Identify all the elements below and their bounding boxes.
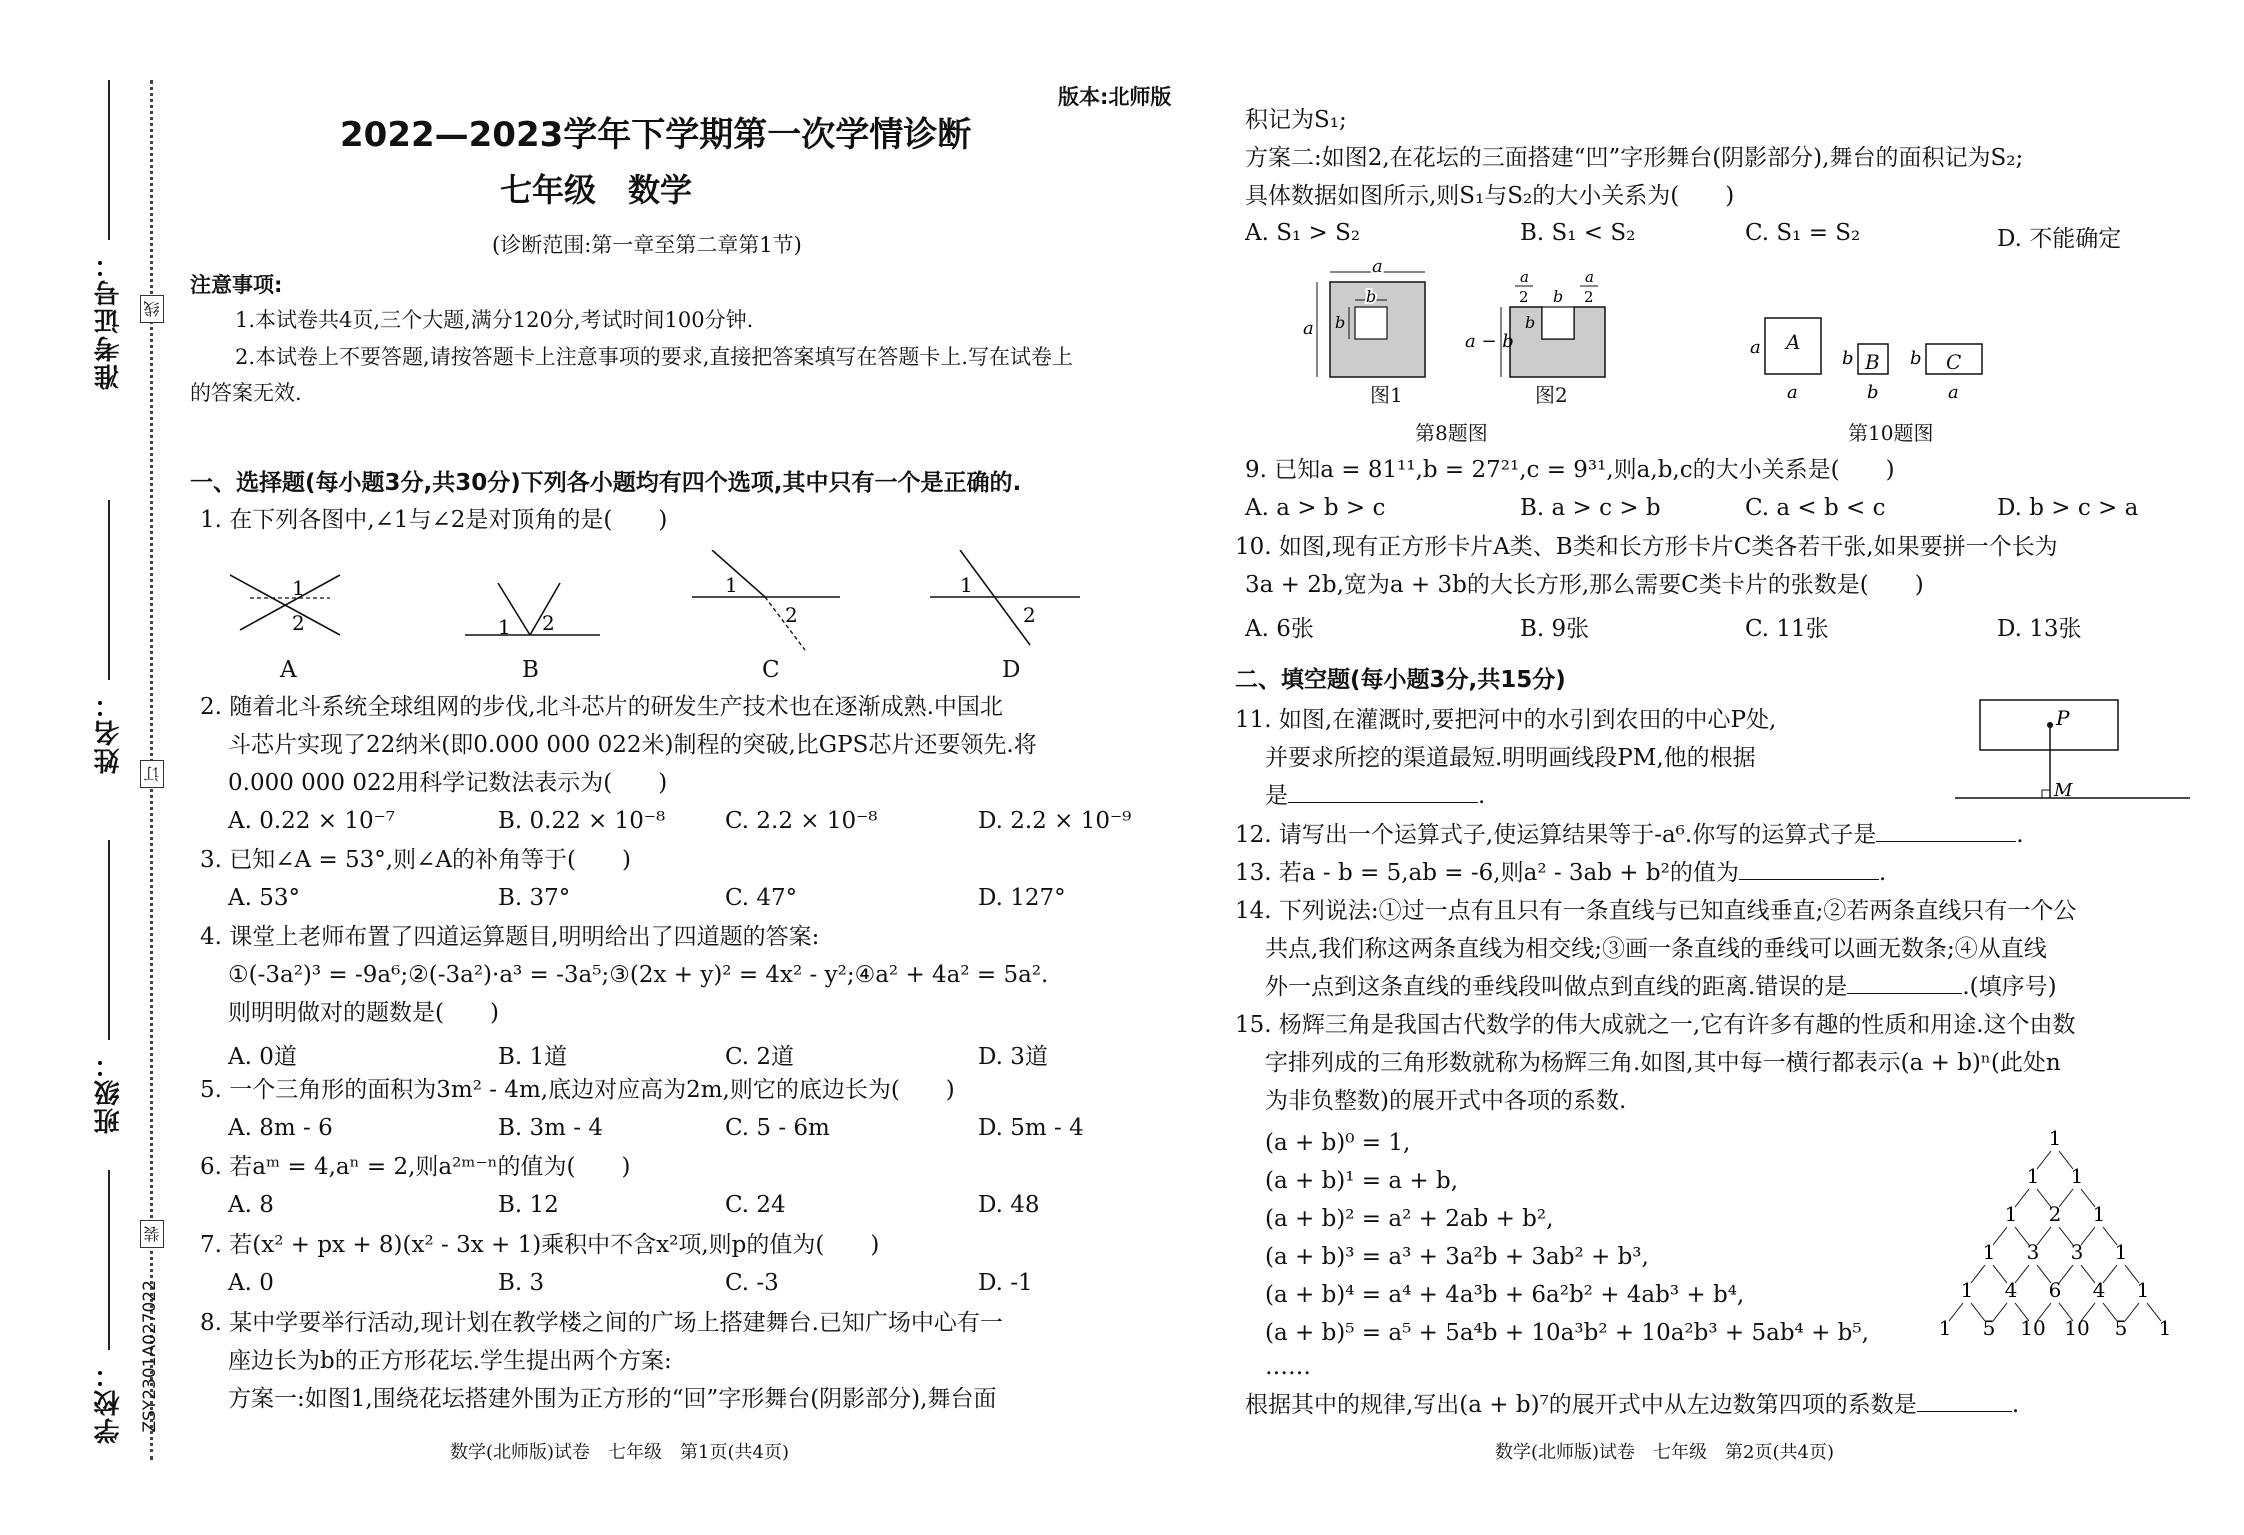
triangle-number: 1 — [1982, 1240, 1996, 1264]
svg-text:b: b — [1366, 287, 1377, 306]
q1-label-a: A — [280, 657, 297, 683]
expansion-0: (a + b)⁰ = 1, — [1265, 1130, 1411, 1156]
question-15-line-2: 字排列成的三角形数就称为杨辉三角.如图,其中每一横行都表示(a + b)ⁿ(此处n — [1265, 1050, 2061, 1076]
exam-title: 2022—2023学年下学期第一次学情诊断 — [340, 115, 972, 155]
fig10-caption: 第10题图 — [1848, 421, 1934, 445]
question-7: 7. 若(x² + px + 8)(x² - 3x + 1)乘积中不含x²项,则p的值为( ) — [200, 1232, 880, 1258]
question-9: 9. 已知a = 81¹¹,b = 27²¹,c = 9³¹,则a,b,c的大小关系是( ) — [1245, 457, 1895, 483]
label-class: 班级： — [94, 1050, 124, 1134]
section-2-heading: 二、填空题(每小题3分,共15分) — [1235, 667, 1566, 693]
question-3: 3. 已知∠A = 53°,则∠A的补角等于( ) — [200, 847, 631, 873]
note-2: 2.本试卷上不要答题,请按答题卡上注意事项的要求,直接把答案填写在答题卡上.写在试卷上 — [235, 345, 1074, 369]
q10-option-b[interactable]: B. 9张 — [1520, 616, 1590, 642]
figure-b — [465, 583, 600, 639]
question-4-line-2: ①(-3a²)³ = -9a⁶;②(-3a²)·a³ = -3a⁵;③(2x + y)² = 4x² - y²;④a² + 4a² = 5a². — [228, 962, 1049, 988]
q14-suffix: (填序号) — [1969, 974, 2057, 1000]
expansion-2: (a + b)² = a² + 2ab + b², — [1265, 1206, 1554, 1232]
fig8-figures — [1275, 262, 1675, 412]
triangle-number: 1 — [2048, 1126, 2062, 1150]
question-8-line-2: 座边长为b的正方形花坛.学生提出两个方案: — [228, 1348, 672, 1374]
svg-text:a: a — [1948, 382, 1959, 403]
q3-option-c[interactable]: C. 47° — [725, 885, 798, 911]
q8-option-a[interactable]: A. S₁ > S₂ — [1245, 220, 1361, 246]
triangle-number: 1 — [2070, 1164, 2084, 1188]
question-1: 1. 在下列各图中,∠1与∠2是对顶角的是( ) — [200, 507, 668, 533]
label-name: 姓名： — [94, 690, 124, 774]
triangle-number: 1 — [2092, 1202, 2106, 1226]
notes-title: 注意事项: — [190, 273, 283, 297]
mark-line: 线 — [140, 295, 164, 323]
triangle-number: 1 — [1960, 1278, 1974, 1302]
fig8-label-1: 图1 — [1370, 383, 1403, 407]
svg-text:b: b — [1553, 287, 1564, 306]
question-14-line-1: 14. 下列说法:①过一点有且只有一条直线与已知直线垂直;②若两条直线只有一个公 — [1235, 898, 2077, 924]
triangle-number: 1 — [2004, 1202, 2018, 1226]
fig8-figure-2 — [1465, 268, 1605, 377]
q11-answer-blank[interactable] — [1288, 802, 1478, 803]
triangle-number: 4 — [2004, 1278, 2018, 1302]
card-c-label: C — [1946, 350, 1962, 374]
q5-option-c[interactable]: C. 5 - 6m — [725, 1115, 830, 1141]
q4-option-b[interactable]: B. 1道 — [498, 1044, 568, 1070]
q15-answer-blank[interactable] — [1917, 1411, 2012, 1412]
q9-option-b[interactable]: B. a > c > b — [1520, 495, 1661, 521]
card-b-label: B — [1865, 350, 1880, 374]
field-line-school — [108, 1170, 110, 1350]
fig-d-angle-2: 2 — [1023, 603, 1036, 627]
svg-text:2: 2 — [1519, 288, 1529, 306]
question-10-line-2: 3a + 2b,宽为a + 3b的大长方形,那么需要C类卡片的张数是( ) — [1245, 572, 1924, 598]
svg-text:a: a — [1585, 268, 1594, 286]
question-14-line-2: 共点,我们称这两条直线为相交线;③画一条直线的垂线可以画无数条;④从直线 — [1265, 936, 2047, 962]
q7-option-d[interactable]: D. -1 — [978, 1270, 1033, 1296]
field-line-name — [108, 500, 110, 680]
triangle-number: 1 — [2158, 1316, 2172, 1340]
q2-option-b[interactable]: B. 0.22 × 10⁻⁸ — [498, 808, 666, 834]
q4-option-a[interactable]: A. 0道 — [228, 1044, 297, 1070]
svg-text:M: M — [2054, 780, 2073, 801]
question-10-line-1: 10. 如图,现有正方形卡片A类、B类和长方形卡片C类各若干张,如果要拼一个长为 — [1235, 534, 2058, 560]
q1-label-c: C — [762, 657, 780, 683]
svg-text:a: a — [1520, 268, 1529, 286]
fig8-caption: 第8题图 — [1415, 421, 1488, 445]
svg-text:2: 2 — [1584, 288, 1594, 306]
question-11-line-3: 是 . — [1265, 783, 1486, 809]
triangle-number: 6 — [2048, 1278, 2062, 1302]
fig-c-angle-2: 2 — [785, 603, 798, 627]
question-15-final: 根据其中的规律,写出(a + b)⁷的展开式中从左边数第四项的系数是 . — [1245, 1392, 2020, 1418]
expansion-ellipsis: …… — [1265, 1354, 1311, 1380]
version-label: 版本:北师版 — [1058, 85, 1172, 109]
q8-option-b[interactable]: B. S₁ < S₂ — [1520, 220, 1636, 246]
fig10-cards — [1745, 310, 2085, 410]
exam-scope: (诊断范围:第一章至第二章第1节) — [492, 233, 802, 257]
svg-text:b: b — [1910, 348, 1922, 369]
q14-answer-blank[interactable] — [1847, 993, 1962, 994]
q4-option-d[interactable]: D. 3道 — [978, 1044, 1048, 1070]
triangle-number: 1 — [2136, 1278, 2150, 1302]
q10-option-d[interactable]: D. 13张 — [1997, 616, 2082, 642]
q8-cont-line-2: 方案二:如图2,在花坛的三面搭建“凹”字形舞台(阴影部分),舞台的面积记为S₂; — [1245, 145, 2024, 171]
triangle-number: 10 — [2020, 1316, 2046, 1340]
figure-c — [692, 550, 840, 650]
q4-option-c[interactable]: C. 2道 — [725, 1044, 795, 1070]
expansion-4: (a + b)⁴ = a⁴ + 4a³b + 6a²b² + 4ab³ + b⁴, — [1265, 1282, 1745, 1308]
q2-option-c[interactable]: C. 2.2 × 10⁻⁸ — [725, 808, 878, 834]
page-1-footer: 数学(北师版)试卷 七年级 第1页(共4页) — [450, 1442, 789, 1463]
q1-label-d: D — [1002, 657, 1021, 683]
q12-answer-blank[interactable] — [1876, 841, 2016, 842]
q8-cont-line-3: 具体数据如图所示,则S₁与S₂的大小关系为( ) — [1245, 183, 1735, 209]
q8-cont-line-1: 积记为S₁; — [1245, 107, 1347, 133]
q7-option-a[interactable]: A. 0 — [228, 1270, 274, 1296]
triangle-number: 5 — [1982, 1316, 1996, 1340]
svg-text:a − b: a − b — [1465, 331, 1514, 352]
note-1: 1.本试卷共4页,三个大题,满分120分,考试时间100分钟. — [235, 308, 754, 332]
question-8-line-3: 方案一:如图1,围绕花坛搭建外围为正方形的“回”字形舞台(阴影部分),舞台面 — [228, 1386, 997, 1412]
note-3: 的答案无效. — [190, 381, 302, 405]
q6-option-b[interactable]: B. 12 — [498, 1192, 559, 1218]
mark-pack: 装 — [140, 1220, 164, 1248]
question-2-line-1: 2. 随着北斗系统全球组网的步伐,北斗芯片的研发生产技术也在逐渐成熟.中国北 — [200, 694, 1003, 720]
mark-bind: 订 — [140, 760, 164, 788]
triangle-number: 3 — [2070, 1240, 2084, 1264]
field-line-exam-number — [108, 80, 110, 240]
q6-option-d[interactable]: D. 48 — [978, 1192, 1040, 1218]
fig8-figure-1 — [1303, 262, 1425, 377]
fig-b-angle-2: 2 — [542, 611, 555, 635]
question-15-line-1: 15. 杨辉三角是我国古代数学的伟大成就之一,它有许多有趣的性质和用途.这个由数 — [1235, 1012, 2076, 1038]
triangle-number: 1 — [2026, 1164, 2040, 1188]
question-2-line-2: 斗芯片实现了22纳米(即0.000 000 022米)制程的突破,比GPS芯片还要领先.将 — [228, 732, 1037, 758]
q8-option-c[interactable]: C. S₁ = S₂ — [1745, 220, 1861, 246]
q3-option-a[interactable]: A. 53° — [228, 885, 300, 911]
triangle-number: 1 — [1938, 1316, 1952, 1340]
triangle-number: 1 — [2114, 1240, 2128, 1264]
q7-option-b[interactable]: B. 3 — [498, 1270, 545, 1296]
fig-b-angle-1: 1 — [498, 615, 511, 639]
svg-text:a: a — [1787, 382, 1798, 403]
q8-option-d[interactable]: D. 不能确定 — [1997, 226, 2122, 252]
question-11-line-2: 并要求所挖的渠道最短.明明画线段PM,他的根据 — [1265, 745, 1756, 771]
svg-text:b: b — [1867, 382, 1879, 403]
triangle-number: 4 — [2092, 1278, 2106, 1302]
question-4-line-1: 4. 课堂上老师布置了四道运算题目,明明给出了四道题的答案: — [200, 924, 820, 950]
svg-text:b: b — [1842, 348, 1854, 369]
field-line-class — [108, 840, 110, 1040]
exam-subtitle: 七年级 数学 — [500, 171, 693, 209]
q12-text: 12. 请写出一个运算式子,使运算结果等于-a⁶.你写的运算式子是 — [1235, 822, 1877, 848]
q11-prefix: 是 — [1265, 783, 1288, 809]
q2-option-d[interactable]: D. 2.2 × 10⁻⁹ — [978, 808, 1132, 834]
svg-text:a: a — [1750, 337, 1761, 358]
section-1-heading: 一、选择题(每小题3分,共30分)下列各小题均有四个选项,其中只有一个是正确的. — [190, 470, 1022, 496]
question-14-line-3: 外一点到这条直线的垂线段叫做点到直线的距离.错误的是 .(填序号) — [1265, 974, 2057, 1000]
label-school: 学校： — [94, 1360, 124, 1444]
q2-option-a[interactable]: A. 0.22 × 10⁻⁷ — [228, 808, 395, 834]
question-15-line-3: 为非负整数)的展开式中各项的系数. — [1265, 1088, 1627, 1114]
fig8-label-2: 图2 — [1535, 383, 1568, 407]
svg-text:b: b — [1525, 313, 1536, 332]
q9-option-d[interactable]: D. b > c > a — [1997, 495, 2139, 521]
svg-text:a: a — [1372, 262, 1383, 277]
question-8-line-1: 8. 某中学要举行活动,现计划在教学楼之间的广场上搭建舞台.已知广场中心有一 — [200, 1310, 1003, 1336]
figure-d — [930, 550, 1080, 645]
expansion-1: (a + b)¹ = a + b, — [1265, 1168, 1459, 1194]
question-12: 12. 请写出一个运算式子,使运算结果等于-a⁶.你写的运算式子是 . — [1235, 822, 2024, 848]
q5-option-a[interactable]: A. 8m - 6 — [228, 1115, 333, 1141]
svg-text:P: P — [2056, 706, 2070, 730]
svg-text:b: b — [1335, 313, 1346, 332]
question-6: 6. 若aᵐ = 4,aⁿ = 2,则a²ᵐ⁻ⁿ的值为( ) — [200, 1154, 631, 1180]
expansion-5: (a + b)⁵ = a⁵ + 5a⁴b + 10a³b² + 10a²b³ + 5ab⁴ + b⁵, — [1265, 1320, 1869, 1346]
page-2-footer: 数学(北师版)试卷 七年级 第2页(共4页) — [1495, 1442, 1834, 1463]
card-a-label: A — [1786, 330, 1801, 354]
triangle-number: 2 — [2048, 1202, 2062, 1226]
question-2-line-3: 0.000 000 022用科学记数法表示为( ) — [228, 770, 668, 796]
figure-a — [230, 575, 340, 635]
fig-d-angle-1: 1 — [960, 573, 973, 597]
fig-a-angle-2: 2 — [292, 611, 305, 635]
question-13: 13. 若a - b = 5,ab = -6,则a² - 3ab + b²的值为 . — [1235, 860, 1887, 886]
question-5: 5. 一个三角形的面积为3m² - 4m,底边对应高为2m,则它的底边长为( ) — [200, 1077, 955, 1103]
fig-c-angle-1: 1 — [725, 573, 738, 597]
triangle-number: 5 — [2114, 1316, 2128, 1340]
paper-code: ZSY2301A027022 — [140, 1280, 160, 1433]
q5-option-d[interactable]: D. 5m - 4 — [978, 1115, 1084, 1141]
q6-option-a[interactable]: A. 8 — [228, 1192, 274, 1218]
q3-option-d[interactable]: D. 127° — [978, 885, 1066, 911]
q9-option-a[interactable]: A. a > b > c — [1245, 495, 1386, 521]
question-4-line-3: 则明明做对的题数是( ) — [228, 1000, 499, 1026]
label-exam-number: 准考证号： — [94, 250, 124, 390]
q13-answer-blank[interactable] — [1739, 879, 1879, 880]
yang-hui-triangle — [1915, 1125, 2195, 1355]
fig-a-angle-1: 1 — [292, 576, 305, 600]
triangle-number: 3 — [2026, 1240, 2040, 1264]
expansion-3: (a + b)³ = a³ + 3a²b + 3ab² + b³, — [1265, 1244, 1649, 1270]
triangle-number: 10 — [2064, 1316, 2090, 1340]
q1-label-b: B — [522, 657, 539, 683]
q1-angle-figures — [230, 550, 1090, 690]
q9-option-c[interactable]: C. a < b < c — [1745, 495, 1886, 521]
q15-final-text: 根据其中的规律,写出(a + b)⁷的展开式中从左边数第四项的系数是 — [1245, 1392, 1917, 1418]
svg-text:a: a — [1303, 318, 1314, 339]
q3-option-b[interactable]: B. 37° — [498, 885, 571, 911]
q10-option-a[interactable]: A. 6张 — [1245, 616, 1314, 642]
q7-option-c[interactable]: C. -3 — [725, 1270, 779, 1296]
q13-text: 13. 若a - b = 5,ab = -6,则a² - 3ab + b²的值为 — [1235, 860, 1739, 886]
q10-option-c[interactable]: C. 11张 — [1745, 616, 1829, 642]
question-11-line-1: 11. 如图,在灌溉时,要把河中的水引到农田的中心P处, — [1235, 707, 1777, 733]
q14-text: 外一点到这条直线的垂线段叫做点到直线的距离.错误的是 — [1265, 974, 1848, 1000]
q11-field-figure — [1950, 695, 2200, 805]
q6-option-c[interactable]: C. 24 — [725, 1192, 786, 1218]
q5-option-b[interactable]: B. 3m - 4 — [498, 1115, 603, 1141]
